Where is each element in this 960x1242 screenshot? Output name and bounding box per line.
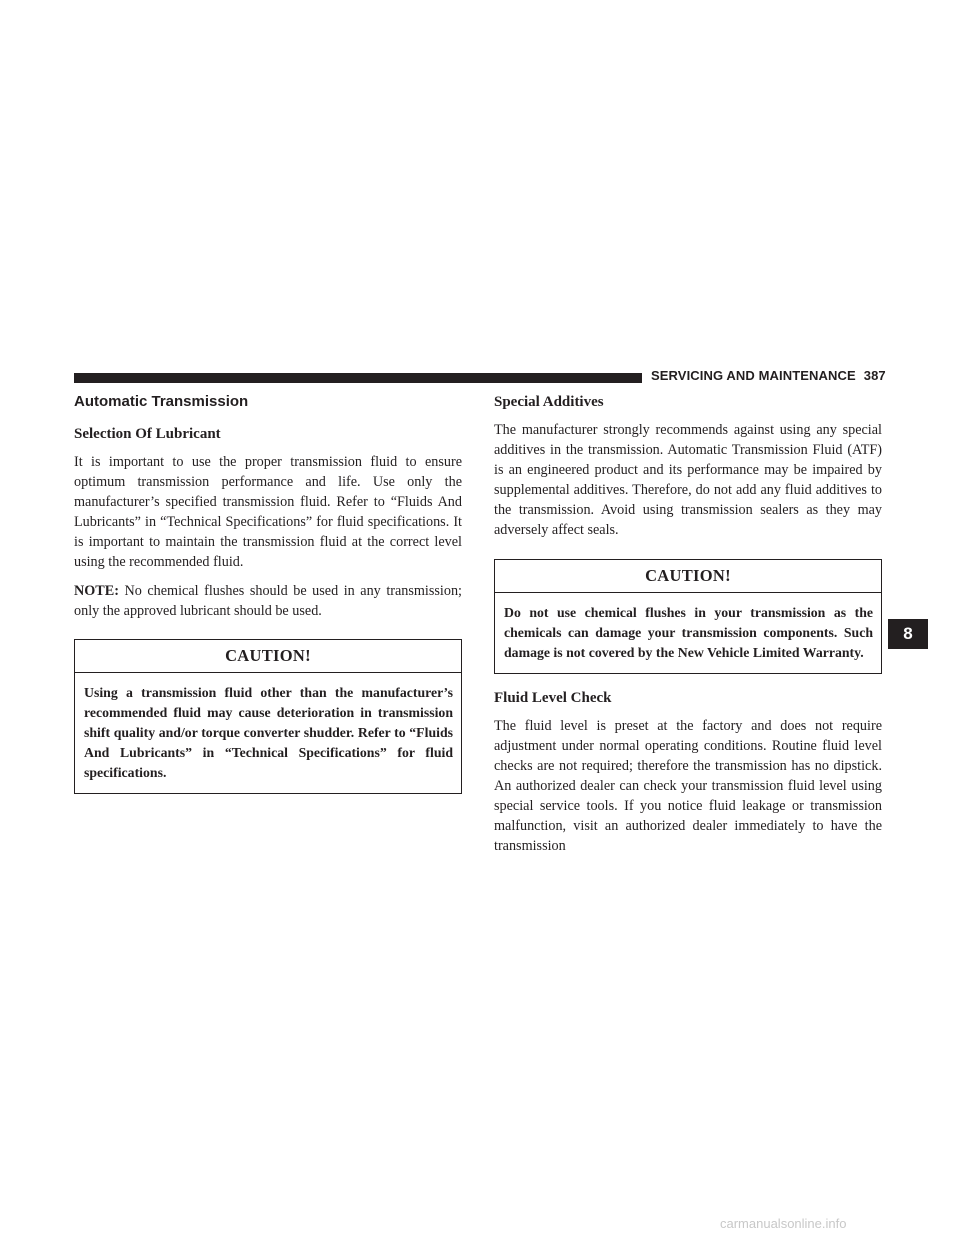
subheading-fluid-level-check: Fluid Level Check bbox=[494, 689, 612, 706]
watermark: carmanualsonline.info bbox=[720, 1216, 847, 1231]
caution-box-flushes bbox=[494, 559, 882, 674]
fluid-level-paragraph: The fluid level is preset at the factory and does not require adjustment under normal operating conditions. Routine fluid level checks are not required; therefore the transmission has no dipstick. An authorized dealer can check your transmission fluid level using special service tools. If you notice fluid leakage or transmission malfunction, visit an authorized dealer immediately to have the transmission bbox=[494, 717, 882, 855]
caution-title: CAUTION! bbox=[75, 640, 461, 673]
subheading-special-additives: Special Additives bbox=[494, 394, 604, 410]
section-title: SERVICING AND MAINTENANCE bbox=[651, 368, 856, 383]
section-heading: Automatic Transmission bbox=[74, 393, 249, 410]
caution-title: CAUTION! bbox=[495, 560, 881, 593]
additives-paragraph: The manufacturer strongly recommends against using any special additives in the transmission. Automatic Transmission Fluid (ATF) is an engineered product and its performance may be impaired by supplemental additives. Therefore, do not add any fluid additives to the transmission. Avoid using transmission sealers as they may adversely affect seals. bbox=[494, 422, 882, 539]
note-text: No chemical flushes should be used in any transmission; only the approved lubricant should be used. bbox=[74, 582, 462, 619]
left-column bbox=[74, 392, 462, 808]
caution-text: Using a transmission fluid other than the manufacturer’s recommended fluid may cause deterioration in transmission shift quality and/or torque converter shudder. Refer to “Fluids And Lubricants” in “Technical Specifications” for fluid specifications. bbox=[84, 684, 453, 781]
caution-box bbox=[74, 639, 462, 794]
header-rule bbox=[74, 373, 642, 383]
caution-text: Do not use chemical flushes in your transmission as the chemicals can damage your transmission components. Such damage is not covered by the New Vehicle Limited Warranty. bbox=[504, 604, 873, 660]
note-label: NOTE: bbox=[74, 582, 119, 599]
right-column bbox=[494, 392, 882, 865]
running-header bbox=[651, 368, 886, 383]
subheading-selection-of-lubricant: Selection Of Lubricant bbox=[74, 426, 221, 442]
note-paragraph bbox=[74, 581, 462, 621]
page-number: 387 bbox=[863, 368, 886, 383]
chapter-tab: 8 bbox=[888, 619, 928, 649]
lubricant-paragraph: It is important to use the proper transmission fluid to ensure optimum transmission performance and life. Use only the manufacturer’s specified transmission fluid. Refer to “Fluids And Lubricants” in “Technical Specifications” for fluid specifications. It is important to maintain the transmission fluid at the correct level using the recommended fluid. bbox=[74, 454, 462, 571]
